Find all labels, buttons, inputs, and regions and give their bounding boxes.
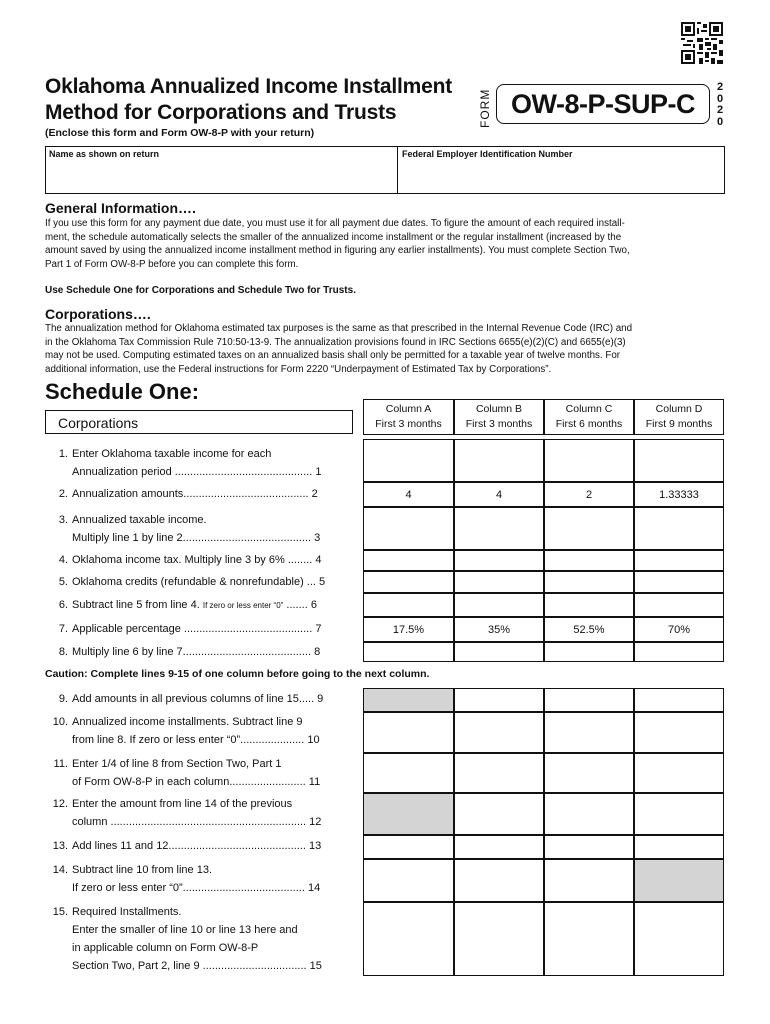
line-3-column-b[interactable] <box>454 507 544 550</box>
column-header-c: Column C First 6 months <box>544 399 634 435</box>
line-15-column-d[interactable] <box>634 902 724 976</box>
line-5-label: 5. Oklahoma credits (refundable & nonrefundable) ... 5 <box>58 576 326 588</box>
form-number-box: OW-8-P-SUP-C <box>496 84 710 124</box>
name-field[interactable] <box>48 163 394 190</box>
line-11-column-d[interactable] <box>634 753 724 793</box>
line-5-column-b[interactable] <box>454 571 544 593</box>
caution-note: Caution: Complete lines 9-15 of one column before going to the next column. <box>45 668 430 680</box>
line-3-column-a[interactable] <box>363 507 454 550</box>
line-9-column-c[interactable] <box>544 688 634 712</box>
corporations-heading: Corporations…. <box>45 306 151 322</box>
line-1-column-b[interactable] <box>454 439 544 482</box>
form-title <box>45 74 452 126</box>
fein-field-label: Federal Employer Identification Number <box>402 149 573 159</box>
line-14-column-d <box>634 859 724 902</box>
line-15-label: 15. Required Installments. Enter the smaller of line 10 or line 13 here and in applicable column on Form OW-8-P Section Two, Part 2, line 9 .................................. 15 <box>52 906 322 972</box>
line-8-column-d[interactable] <box>634 642 724 662</box>
fein-field[interactable] <box>400 163 720 190</box>
line-7-column-d[interactable]: 70% <box>634 617 724 642</box>
line-12-label: 12. Enter the amount from line 14 of the previous column ................................................................ 12 <box>52 798 322 828</box>
line-5-column-d[interactable] <box>634 571 724 593</box>
title-line-2: Method for Corporations and Trusts <box>45 101 397 124</box>
line-15-column-a[interactable] <box>363 902 454 976</box>
tax-year: 2 0 2 0 <box>716 81 724 128</box>
line-12-column-a <box>363 793 454 835</box>
line-4-column-a[interactable] <box>363 550 454 571</box>
line-12-column-b[interactable] <box>454 793 544 835</box>
line-9-column-b[interactable] <box>454 688 544 712</box>
line-6-column-a[interactable] <box>363 593 454 617</box>
line-5-column-a[interactable] <box>363 571 454 593</box>
line-4-column-c[interactable] <box>544 550 634 571</box>
line-15-column-b[interactable] <box>454 902 544 976</box>
line-3-label: 3. Annualized taxable income. Multiply line 1 by line 2.......................................... 3 <box>58 514 321 544</box>
line-3-column-d[interactable] <box>634 507 724 550</box>
schedule-section-label: Corporations <box>45 410 353 434</box>
line-10-column-d[interactable] <box>634 712 724 753</box>
line-1-column-d[interactable] <box>634 439 724 482</box>
line-12-column-c[interactable] <box>544 793 634 835</box>
form-vertical-label: FORM <box>478 88 492 128</box>
general-information-heading: General Information…. <box>45 200 196 216</box>
line-1-column-a[interactable] <box>363 439 454 482</box>
line-12-column-d[interactable] <box>634 793 724 835</box>
line-6-label: 6. Subtract line 5 from line 4. If zero or less enter “0” ....... 6 <box>58 599 317 611</box>
schedule-usage-note: Use Schedule One for Corporations and Schedule Two for Trusts. <box>45 285 356 296</box>
line-9-column-d[interactable] <box>634 688 724 712</box>
line-13-column-c[interactable] <box>544 835 634 859</box>
line-10-column-a[interactable] <box>363 712 454 753</box>
line-8-label: 8. Multiply line 6 by line 7.......................................... 8 <box>58 646 321 658</box>
line-3-column-c[interactable] <box>544 507 634 550</box>
line-2-column-d[interactable]: 1.33333 <box>634 482 724 507</box>
line-2-column-c[interactable]: 2 <box>544 482 634 507</box>
enclose-note: (Enclose this form and Form OW-8-P with your return) <box>45 127 315 139</box>
line-11-column-c[interactable] <box>544 753 634 793</box>
line-14-column-b[interactable] <box>454 859 544 902</box>
line-14-column-a[interactable] <box>363 859 454 902</box>
line-15-column-c[interactable] <box>544 902 634 976</box>
line-4-column-b[interactable] <box>454 550 544 571</box>
line-6-column-d[interactable] <box>634 593 724 617</box>
line-10-column-c[interactable] <box>544 712 634 753</box>
line-6-column-b[interactable] <box>454 593 544 617</box>
line-11-column-b[interactable] <box>454 753 544 793</box>
general-information-text: If you use this form for any payment due date, you must use it for all payment due dates. To figure the amount of each required install- ment, the schedule automatically selects the smaller of the annualized income installment or the regular installment (increased by the amount saved by using the annualized income installment method in figuring any earlier installments). You must complete Section Two, Part 1 of Form OW-8-P before you can complete this form. <box>45 218 630 270</box>
line-11-label: 11. Enter 1/4 of line 8 from Section Two, Part 1 of Form OW-8-P in each column......................... 11 <box>53 758 321 788</box>
name-field-label: Name as shown on return <box>49 149 160 159</box>
line-7-column-c[interactable]: 52.5% <box>544 617 634 642</box>
column-header-a: Column A First 3 months <box>363 399 454 435</box>
line-1-label: 1. Enter Oklahoma taxable income for each Annualization period ............................................. 1 <box>58 448 322 478</box>
line-13-label: 13. Add lines 11 and 12............................................. 13 <box>52 840 322 852</box>
line-10-column-b[interactable] <box>454 712 544 753</box>
line-5-column-c[interactable] <box>544 571 634 593</box>
line-9-label: 9. Add amounts in all previous columns of line 15..... 9 <box>58 693 324 705</box>
line-14-label: 14. Subtract line 10 from line 13. If zero or less enter “0”........................................ 14 <box>52 864 321 894</box>
column-header-b: Column B First 3 months <box>454 399 544 435</box>
taxpayer-info-box <box>45 146 725 194</box>
line-4-label: 4. Oklahoma income tax. Multiply line 3 by 6% ........ 4 <box>58 554 322 566</box>
line-7-column-b[interactable]: 35% <box>454 617 544 642</box>
line-7-column-a[interactable]: 17.5% <box>363 617 454 642</box>
line-10-label: 10. Annualized income installments. Subtract line 9 from line 8. If zero or less enter “0”..................... 10 <box>52 716 320 746</box>
line-9-column-a <box>363 688 454 712</box>
title-line-1: Oklahoma Annualized Income Installment <box>45 75 453 98</box>
line-6-column-c[interactable] <box>544 593 634 617</box>
line-2-column-b[interactable]: 4 <box>454 482 544 507</box>
line-11-column-a[interactable] <box>363 753 454 793</box>
line-13-column-b[interactable] <box>454 835 544 859</box>
line-8-column-b[interactable] <box>454 642 544 662</box>
column-header-d: Column D First 9 months <box>634 399 724 435</box>
line-14-column-c[interactable] <box>544 859 634 902</box>
line-13-column-d[interactable] <box>634 835 724 859</box>
line-4-column-d[interactable] <box>634 550 724 571</box>
corporations-text: The annualization method for Oklahoma estimated tax purposes is the same as that prescribed in the Internal Revenue Code (IRC) and in the Oklahoma Tax Commission Rule 710:50-13-9. The annualization provisions found in IRC Sections 6655(e)(2)(C) and 6655(e)(3) may not be used. Computing estimated taxes on an annualized basis shall only be permitted for a taxable year of twelve months. For additional information, use the Federal instructions for Form 2220 “Underpayment of Estimated Tax by Corporations”. <box>45 323 633 375</box>
line-1-column-c[interactable] <box>544 439 634 482</box>
line-13-column-a[interactable] <box>363 835 454 859</box>
line-8-column-c[interactable] <box>544 642 634 662</box>
qr-code-icon <box>681 22 723 64</box>
line-2-label: 2. Annualization amounts......................................... 2 <box>58 488 318 500</box>
line-2-column-a[interactable]: 4 <box>363 482 454 507</box>
line-7-label: 7. Applicable percentage .......................................... 7 <box>58 623 322 635</box>
schedule-one-heading: Schedule One: <box>45 379 200 404</box>
line-8-column-a[interactable] <box>363 642 454 662</box>
